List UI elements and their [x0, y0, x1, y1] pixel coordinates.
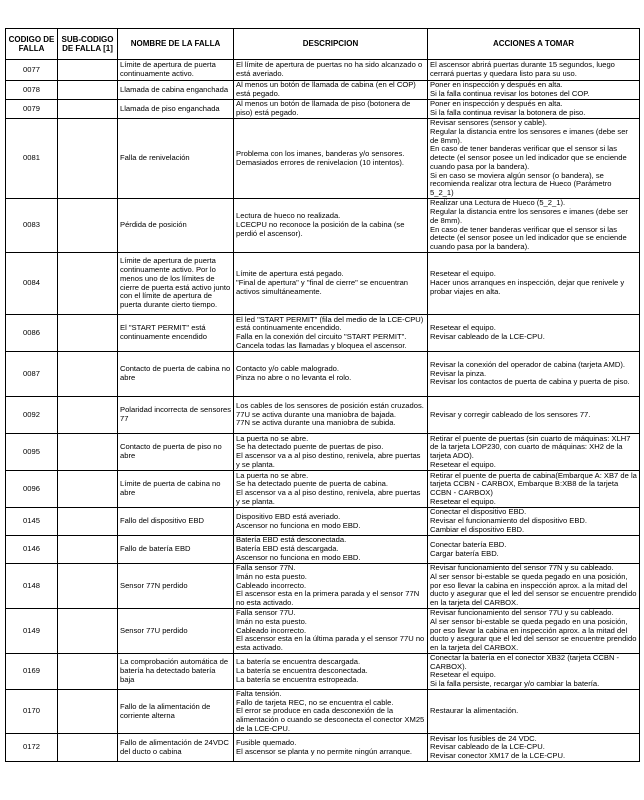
fault-code: 0077: [6, 60, 58, 81]
fault-subcode: [58, 315, 118, 352]
fault-name: Fallo de la alimentación de corriente alterna: [118, 689, 234, 734]
fault-name: Falla de renivelación: [118, 119, 234, 199]
fault-code: 0087: [6, 352, 58, 397]
fault-description: Falta tensión. Fallo de tarjeta REC, no se encuentra el cable. El error se produce en cada desconexión de la alimentación o cuando se desconecta el conector XM25 de la LCE-CPU.: [234, 689, 428, 734]
fault-code: 0145: [6, 508, 58, 536]
fault-subcode: [58, 508, 118, 536]
fault-subcode: [58, 81, 118, 100]
fault-actions: Retirar el puente de puertas (sin cuarto de máquinas: XLH7 de la tarjeta LOP230, con cuarto de máquinas: XH2 de la tarjeta ADO). Resetear el equipo.: [428, 434, 640, 471]
fault-name: El "START PERMIT" está continuamente encendido: [118, 315, 234, 352]
fault-actions: Conectar batería EBD. Cargar batería EBD.: [428, 536, 640, 564]
fault-name: Límite de puerta de cabina no abre: [118, 471, 234, 508]
fault-description: Lectura de hueco no realizada. LCECPU no reconoce la posición de la cabina (se perdió el ascensor).: [234, 199, 428, 253]
fault-name: Sensor 77N perdido: [118, 564, 234, 609]
fault-actions: El ascensor abrirá puertas durante 15 segundos, luego cerrará puertas y quedara listo para su uso.: [428, 60, 640, 81]
fault-description: La puerta no se abre. Se ha detectado puente de puerta de cabina. El ascensor va a al piso destino, renivela, abre puertas y se planta.: [234, 471, 428, 508]
table-row: [6, 315, 640, 352]
fault-name: Contacto de puerta de cabina no abre: [118, 352, 234, 397]
fault-subcode: [58, 609, 118, 654]
table-row: [6, 199, 640, 253]
fault-code-table: [5, 28, 640, 762]
header-code: CODIGO DE FALLA: [6, 29, 58, 60]
table-row: [6, 536, 640, 564]
fault-name: Fallo del dispositivo EBD: [118, 508, 234, 536]
fault-subcode: [58, 471, 118, 508]
fault-name: Límite de apertura de puerta continuamente activo. Por lo menos uno de los límites de cierre de puerta está activo junto con el límite de apertura de puerta durante cierto tiempo.: [118, 253, 234, 315]
fault-actions: Restaurar la alimentación.: [428, 689, 640, 734]
fault-name: Llamada de cabina enganchada: [118, 81, 234, 100]
table-row: [6, 434, 640, 471]
fault-actions: Revisar los fusibles de 24 VDC. Revisar cableado de la LCE-CPU. Revisar conector XM17 de la LCE-CPU.: [428, 734, 640, 762]
fault-description: Al menos un botón de llamada de piso (botonera de piso) está pegado.: [234, 100, 428, 119]
fault-actions: Realizar una Lectura de Hueco (5_2_1). Regular la distancia entre los sensores e imanes (debe ser de 8mm). En caso de tener banderas verificar que el sensor si las detecte (el sensor posee un led indicador que se enciende cuando pasa por la bandera).: [428, 199, 640, 253]
fault-name: La comprobación automática de batería ha detectado batería baja: [118, 654, 234, 690]
fault-subcode: [58, 654, 118, 690]
table-row: [6, 119, 640, 199]
fault-name: Fallo de alimentación de 24VDC del ducto o cabina: [118, 734, 234, 762]
fault-subcode: [58, 199, 118, 253]
fault-description: Problema con los imanes, banderas y/o sensores. Demasiados errores de renivelacion (10 intentos).: [234, 119, 428, 199]
fault-code: 0172: [6, 734, 58, 762]
fault-subcode: [58, 60, 118, 81]
fault-description: La puerta no se abre. Se ha detectado puente de puertas de piso. El ascensor va a al piso destino, renivela, abre puertas y se planta.: [234, 434, 428, 471]
fault-actions: Poner en inspección y después en alta. Si la falla continua revisar los botones del COP.: [428, 81, 640, 100]
fault-subcode: [58, 689, 118, 734]
table-row: [6, 397, 640, 434]
fault-name: Sensor 77U perdido: [118, 609, 234, 654]
fault-actions: Revisar funcionamiento del sensor 77U y su cableado. Al ser sensor bi-estable se queda pegado en una posición, por eso llevar la cabina en inspección aprox. a la mitad del ducto y asegurar que el led del sensor se encuentre prendido en la tarjeta del CARBOX.: [428, 609, 640, 654]
fault-description: El led "START PERMIT" (fila del medio de la LCE-CPU) está continuamente encendido. Falla en la conexión del circuito "START PERMIT". Cancela todas las llamadas y bloquea el ascensor.: [234, 315, 428, 352]
table-header-row: [6, 29, 640, 60]
fault-subcode: [58, 352, 118, 397]
table-row: [6, 81, 640, 100]
table-row: [6, 253, 640, 315]
fault-code: 0079: [6, 100, 58, 119]
table-row: [6, 508, 640, 536]
fault-subcode: [58, 397, 118, 434]
fault-subcode: [58, 734, 118, 762]
table-row: [6, 609, 640, 654]
table-row: [6, 471, 640, 508]
header-name: NOMBRE DE LA FALLA: [118, 29, 234, 60]
fault-name: Contacto de puerta de piso no abre: [118, 434, 234, 471]
fault-name: Polaridad incorrecta de sensores 77: [118, 397, 234, 434]
fault-name: Fallo de batería EBD: [118, 536, 234, 564]
header-subcode: SUB-CODIGO DE FALLA [1]: [58, 29, 118, 60]
fault-code: 0083: [6, 199, 58, 253]
fault-code: 0170: [6, 689, 58, 734]
fault-actions: Revisar funcionamiento del sensor 77N y su cableado. Al ser sensor bi-estable se queda pegado en una posición, por eso llevar la cabina en inspección aprox. a la mitad del ducto y asegurar que el led del sensor se encuentre prendido en la tarjeta del CARBOX.: [428, 564, 640, 609]
fault-subcode: [58, 434, 118, 471]
fault-actions: Revisar y corregir cableado de los sensores 77.: [428, 397, 640, 434]
fault-description: Falla sensor 77N. Imán no esta puesto. Cableado incorrecto. El ascensor esta en la primera parada y el sensor 77N no esta activado.: [234, 564, 428, 609]
fault-name: Llamada de piso enganchada: [118, 100, 234, 119]
fault-code: 0084: [6, 253, 58, 315]
table-row: [6, 689, 640, 734]
fault-code: 0081: [6, 119, 58, 199]
fault-actions: Poner en inspección y después en alta. Si la falla continua revisar la botonera de piso.: [428, 100, 640, 119]
header-actions: ACCIONES A TOMAR: [428, 29, 640, 60]
fault-actions: Conectar la batería en el conector XB32 (tarjeta CCBN - CARBOX). Resetear el equipo. Si la falla persiste, recargar y/o cambiar la batería.: [428, 654, 640, 690]
fault-description: Dispositivo EBD está averiado. Ascensor no funciona en modo EBD.: [234, 508, 428, 536]
fault-actions: Retirar el puente de puerta de cabina(Embarque A: XB7 de la tarjeta CCBN - CARBOX, Embarque B:XB8 de la tarjeta CCBN - CARBOX) Resetear el equipo.: [428, 471, 640, 508]
fault-description: Batería EBD está desconectada. Batería EBD está descargada. Ascensor no funciona en modo EBD.: [234, 536, 428, 564]
fault-code: 0149: [6, 609, 58, 654]
fault-code: 0092: [6, 397, 58, 434]
fault-code: 0086: [6, 315, 58, 352]
fault-description: El límite de apertura de puertas no ha sido alcanzado o está averiado.: [234, 60, 428, 81]
fault-code: 0169: [6, 654, 58, 690]
table-row: [6, 734, 640, 762]
fault-description: Límite de apertura está pegado. "Final de apertura" y "final de cierre" se encuentran activos simultáneamente.: [234, 253, 428, 315]
fault-subcode: [58, 119, 118, 199]
table-row: [6, 100, 640, 119]
fault-subcode: [58, 253, 118, 315]
table-row: [6, 654, 640, 690]
fault-description: Los cables de los sensores de posición están cruzados. 77U se activa durante una maniobra de bajada. 77N se activa durante una maniobra de subida.: [234, 397, 428, 434]
table-row: [6, 352, 640, 397]
fault-subcode: [58, 536, 118, 564]
fault-code: 0096: [6, 471, 58, 508]
fault-name: Pérdida de posición: [118, 199, 234, 253]
fault-description: Falla sensor 77U. Imán no esta puesto. Cableado incorrecto. El ascensor esta en la última parada y el sensor 77U no esta activado.: [234, 609, 428, 654]
fault-actions: Revisar la conexión del operador de cabina (tarjeta AMD). Revisar la pinza. Revisar los contactos de puerta de cabina y puerta de piso.: [428, 352, 640, 397]
fault-code: 0146: [6, 536, 58, 564]
fault-description: Contacto y/o cable malogrado. Pinza no abre o no levanta el rolo.: [234, 352, 428, 397]
table-row: [6, 60, 640, 81]
fault-description: La batería se encuentra descargada. La batería se encuentra desconectada. La batería se encuentra estropeada.: [234, 654, 428, 690]
header-description: DESCRIPCION: [234, 29, 428, 60]
fault-code: 0148: [6, 564, 58, 609]
fault-actions: Resetear el equipo. Revisar cableado de la LCE-CPU.: [428, 315, 640, 352]
fault-actions: Resetear el equipo. Hacer unos arranques en inspección, dejar que renivele y probar viajes en alta.: [428, 253, 640, 315]
fault-description: Al menos un botón de llamada de cabina (en el COP) está pegado.: [234, 81, 428, 100]
fault-actions: Conectar el dispositivo EBD. Revisar el funcionamiento del dispositivo EBD. Cambiar el dispositivo EBD.: [428, 508, 640, 536]
fault-description: Fusible quemado. El ascensor se planta y no permite ningún arranque.: [234, 734, 428, 762]
table-row: [6, 564, 640, 609]
fault-subcode: [58, 100, 118, 119]
fault-code: 0078: [6, 81, 58, 100]
fault-subcode: [58, 564, 118, 609]
fault-actions: Revisar sensores (sensor y cable). Regular la distancia entre los sensores e imanes (debe ser de 8mm). En caso de tener banderas verificar que el sensor si las detecte (el sensor posee un led indicador que se enciende cuando pasa por la bandera). Si en caso se moviera algún sensor (o bandera), se recomienda realizar otra lectura de Hueco (Parámetro 5_2_1): [428, 119, 640, 199]
fault-code: 0095: [6, 434, 58, 471]
fault-name: Límite de apertura de puerta continuamente activo.: [118, 60, 234, 81]
